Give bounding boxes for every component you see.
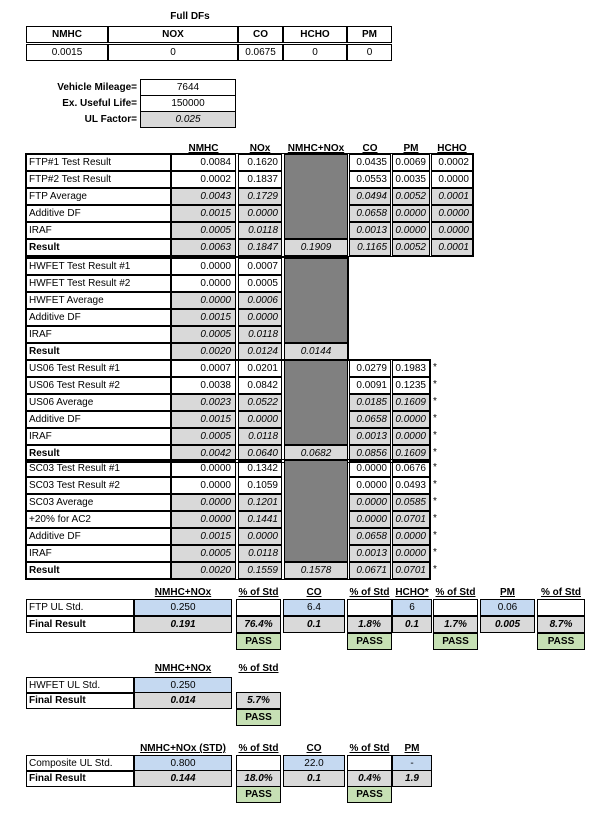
hwfet-row-4-nox: 0.0118: [238, 326, 282, 343]
sc03-row-2-co: 0.0000: [349, 494, 391, 511]
sc03-row-1-nmhc: 0.0000: [171, 477, 236, 494]
ftp-row-5-label: Result: [26, 239, 171, 256]
sc03-row-0-nox: 0.1342: [238, 460, 282, 477]
ftp-ul-final-label: Final Result: [26, 616, 134, 633]
hwfet-row-5-sum: 0.0144: [284, 343, 348, 360]
sc03-row-6-nox: 0.1559: [238, 562, 282, 579]
sc03-row-2-nox: 0.1201: [238, 494, 282, 511]
nmhc-nox-merged-shade: [284, 360, 348, 445]
full-dfs-value: 0: [347, 44, 392, 61]
sc03-row-5-pm: 0.0000: [392, 545, 430, 562]
ftp-row-4-hcho: 0.0000: [431, 222, 473, 239]
footnote-asterisk: *: [433, 462, 437, 473]
ftp-ul-final-cell: 1.7%: [433, 616, 478, 633]
ftp-ul-std-cell: 6: [392, 599, 432, 616]
ftp-ul-std-cell: [347, 599, 392, 616]
ftp-row-0-nmhc: 0.0084: [171, 154, 236, 171]
us06-row-5-nox: 0.0640: [238, 445, 282, 462]
ftp-row-0-co: 0.0435: [349, 154, 391, 171]
emissions-header-hcho: HCHO: [437, 143, 467, 154]
composite-ul-final-cell: 0.4%: [347, 770, 392, 787]
ftp-row-0-hcho: 0.0002: [431, 154, 473, 171]
ftp-row-4-label: IRAF: [26, 222, 171, 239]
ftp-row-3-nmhc: 0.0015: [171, 205, 236, 222]
us06-row-2-co: 0.0185: [349, 394, 391, 411]
hwfet-row-2-nmhc: 0.0000: [171, 292, 236, 309]
full-dfs-title: Full DFs: [170, 11, 210, 22]
us06-row-2-nox: 0.0522: [238, 394, 282, 411]
ftp-row-1-label: FTP#2 Test Result: [26, 171, 171, 188]
useful-life-value: 150000: [140, 95, 236, 112]
us06-row-0-pm: 0.1983: [392, 360, 430, 377]
composite-ul-std-cell: 22.0: [283, 755, 345, 772]
sc03-row-3-nmhc: 0.0000: [171, 511, 236, 528]
footnote-asterisk: *: [433, 362, 437, 373]
sc03-row-4-co: 0.0658: [349, 528, 391, 545]
hwfet-row-1-nox: 0.0005: [238, 275, 282, 292]
full-dfs-header: PM: [347, 26, 392, 43]
ftp-ul-header: NMHC+NOx: [154, 587, 212, 598]
hwfet-row-2-nox: 0.0006: [238, 292, 282, 309]
us06-row-0-co: 0.0279: [349, 360, 391, 377]
hwfet-row-1-nmhc: 0.0000: [171, 275, 236, 292]
ftp-row-5-nox: 0.1847: [238, 239, 282, 256]
composite-ul-final-cell: 18.0%: [236, 770, 281, 787]
us06-row-3-label: Additive DF: [26, 411, 171, 428]
composite-ul-header: % of Std: [349, 743, 390, 754]
sc03-row-0-nmhc: 0.0000: [171, 460, 236, 477]
footnote-asterisk: *: [433, 447, 437, 458]
ftp-ul-header: PM: [500, 587, 515, 598]
sc03-row-5-nmhc: 0.0005: [171, 545, 236, 562]
ftp-ul-std-cell: 6.4: [283, 599, 345, 616]
hwfet-ul-final-label: Final Result: [26, 692, 134, 709]
us06-row-5-pm: 0.1609: [392, 445, 430, 462]
ftp-row-1-hcho: 0.0000: [431, 171, 473, 188]
hwfet-row-3-nmhc: 0.0015: [171, 309, 236, 326]
sc03-row-0-label: SC03 Test Result #1: [26, 460, 171, 477]
ftp-row-2-nmhc: 0.0043: [171, 188, 236, 205]
us06-row-2-pm: 0.1609: [392, 394, 430, 411]
ftp-ul-header: % of Std: [349, 587, 390, 598]
ftp-ul-std-cell: [537, 599, 585, 616]
ftp-ul-header: % of Std: [435, 587, 476, 598]
sc03-row-6-co: 0.0671: [349, 562, 391, 579]
ftp-row-3-hcho: 0.0000: [431, 205, 473, 222]
us06-row-4-label: IRAF: [26, 428, 171, 445]
footnote-asterisk: *: [433, 496, 437, 507]
hwfet-ul-std-label: HWFET UL Std.: [26, 677, 134, 694]
ftp-row-4-nox: 0.0118: [238, 222, 282, 239]
ftp-row-1-nmhc: 0.0002: [171, 171, 236, 188]
sc03-row-5-nox: 0.0118: [238, 545, 282, 562]
pass-badge: PASS: [236, 786, 281, 803]
composite-ul-header: NMHC+NOx (STD): [140, 743, 226, 754]
us06-row-4-pm: 0.0000: [392, 428, 430, 445]
ftp-row-2-co: 0.0494: [349, 188, 391, 205]
ftp-row-0-pm: 0.0069: [392, 154, 430, 171]
full-dfs-value: 0: [108, 44, 238, 61]
us06-row-4-nox: 0.0118: [238, 428, 282, 445]
hwfet-row-0-label: HWFET Test Result #1: [26, 258, 171, 275]
nmhc-nox-merged-shade: [284, 460, 348, 562]
full-dfs-value: 0.0675: [238, 44, 283, 61]
ftp-ul-header: % of Std: [541, 587, 581, 598]
nmhc-nox-merged-shade: [284, 154, 348, 239]
ftp-row-1-pm: 0.0035: [392, 171, 430, 188]
footnote-asterisk: *: [433, 547, 437, 558]
footnote-asterisk: *: [433, 413, 437, 424]
footnote-asterisk: *: [433, 530, 437, 541]
ftp-row-1-co: 0.0553: [349, 171, 391, 188]
sc03-row-2-label: SC03 Average: [26, 494, 171, 511]
ftp-row-1-nox: 0.1837: [238, 171, 282, 188]
ftp-row-5-sum: 0.1909: [284, 239, 348, 256]
hwfet-ul-header: % of Std: [238, 663, 279, 674]
sc03-row-0-co: 0.0000: [349, 460, 391, 477]
ftp-row-3-pm: 0.0000: [392, 205, 430, 222]
us06-row-5-nmhc: 0.0042: [171, 445, 236, 462]
hwfet-row-0-nmhc: 0.0000: [171, 258, 236, 275]
footnote-asterisk: *: [433, 564, 437, 575]
pass-badge: PASS: [433, 633, 478, 650]
hwfet-row-3-nox: 0.0000: [238, 309, 282, 326]
footnote-asterisk: *: [433, 513, 437, 524]
ftp-ul-header: % of Std: [238, 587, 279, 598]
ftp-ul-final-cell: 8.7%: [537, 616, 585, 633]
sc03-row-6-label: Result: [26, 562, 171, 579]
ftp-ul-header: HCHO*: [395, 587, 429, 598]
ftp-row-3-label: Additive DF: [26, 205, 171, 222]
sc03-row-3-label: +20% for AC2: [26, 511, 171, 528]
us06-row-0-nox: 0.0201: [238, 360, 282, 377]
vehicle-mileage-label: Vehicle Mileage=: [57, 82, 137, 93]
footnote-asterisk: *: [433, 430, 437, 441]
sc03-row-4-nmhc: 0.0015: [171, 528, 236, 545]
us06-row-1-label: US06 Test Result #2: [26, 377, 171, 394]
emissions-header-pm: PM: [403, 143, 419, 154]
emissions-header-nmhc: NMHC: [188, 143, 219, 154]
footnote-asterisk: *: [433, 479, 437, 490]
sc03-row-1-co: 0.0000: [349, 477, 391, 494]
full-dfs-header: CO: [238, 26, 283, 43]
full-dfs-value: 0: [283, 44, 347, 61]
us06-row-4-nmhc: 0.0005: [171, 428, 236, 445]
us06-row-3-nmhc: 0.0015: [171, 411, 236, 428]
vehicle-mileage-value: 7644: [140, 79, 236, 96]
ftp-row-2-nox: 0.1729: [238, 188, 282, 205]
emissions-header-sum: NMHC+NOx: [287, 143, 345, 154]
sc03-row-1-label: SC03 Test Result #2: [26, 477, 171, 494]
ftp-ul-final-cell: 76.4%: [236, 616, 281, 633]
hwfet-ul-final-cell: 0.014: [134, 692, 232, 709]
hwfet-row-4-label: IRAF: [26, 326, 171, 343]
ftp-row-4-nmhc: 0.0005: [171, 222, 236, 239]
us06-row-2-nmhc: 0.0023: [171, 394, 236, 411]
composite-ul-header: CO: [306, 743, 322, 754]
us06-row-0-nmhc: 0.0007: [171, 360, 236, 377]
ftp-ul-std-cell: [433, 599, 478, 616]
composite-ul-header: % of Std: [238, 743, 279, 754]
ftp-ul-final-cell: 1.8%: [347, 616, 392, 633]
emissions-header-co: CO: [362, 143, 378, 154]
useful-life-label: Ex. Useful Life=: [62, 98, 137, 109]
us06-row-1-co: 0.0091: [349, 377, 391, 394]
ftp-ul-final-cell: 0.1: [392, 616, 432, 633]
hwfet-row-2-label: HWFET Average: [26, 292, 171, 309]
sc03-row-4-label: Additive DF: [26, 528, 171, 545]
sc03-row-4-nox: 0.0000: [238, 528, 282, 545]
ftp-ul-final-cell: 0.191: [134, 616, 232, 633]
us06-row-3-co: 0.0658: [349, 411, 391, 428]
sc03-row-6-sum: 0.1578: [284, 562, 348, 579]
us06-row-0-label: US06 Test Result #1: [26, 360, 171, 377]
sc03-row-0-pm: 0.0676: [392, 460, 430, 477]
ftp-ul-std-cell: [236, 599, 281, 616]
ftp-row-2-hcho: 0.0001: [431, 188, 473, 205]
full-dfs-header: NMHC: [26, 26, 108, 43]
footnote-asterisk: *: [433, 379, 437, 390]
pass-badge: PASS: [537, 633, 585, 650]
composite-ul-final-cell: 0.1: [283, 770, 345, 787]
ftp-ul-header: CO: [306, 587, 322, 598]
composite-ul-final-cell: 0.144: [134, 770, 232, 787]
ftp-ul-std-label: FTP UL Std.: [26, 599, 134, 616]
ftp-row-3-nox: 0.0000: [238, 205, 282, 222]
ftp-ul-std-cell: 0.06: [480, 599, 535, 616]
us06-row-5-sum: 0.0682: [284, 445, 348, 462]
sc03-row-3-nox: 0.1441: [238, 511, 282, 528]
ftp-row-5-pm: 0.0052: [392, 239, 430, 256]
sc03-row-2-pm: 0.0585: [392, 494, 430, 511]
sc03-row-6-nmhc: 0.0020: [171, 562, 236, 579]
ftp-row-2-label: FTP Average: [26, 188, 171, 205]
ftp-ul-final-cell: 0.005: [480, 616, 535, 633]
sc03-row-6-pm: 0.0701: [392, 562, 430, 579]
pass-badge: PASS: [347, 633, 392, 650]
footnote-asterisk: *: [433, 396, 437, 407]
composite-ul-header: PM: [404, 743, 420, 754]
hwfet-ul-final-pct: 5.7%: [236, 692, 281, 709]
us06-row-5-co: 0.0856: [349, 445, 391, 462]
ftp-row-2-pm: 0.0052: [392, 188, 430, 205]
hwfet-ul-header: NMHC+NOx: [154, 663, 212, 674]
nmhc-nox-merged-shade: [284, 258, 348, 343]
composite-ul-std-cell: 0.800: [134, 755, 232, 772]
full-dfs-header: NOX: [108, 26, 238, 43]
pass-badge: PASS: [347, 786, 392, 803]
emissions-header-nox: NOx: [249, 143, 271, 154]
ftp-row-4-pm: 0.0000: [392, 222, 430, 239]
ftp-row-5-co: 0.1165: [349, 239, 391, 256]
sc03-row-1-nox: 0.1059: [238, 477, 282, 494]
sc03-row-1-pm: 0.0493: [392, 477, 430, 494]
sc03-row-5-label: IRAF: [26, 545, 171, 562]
composite-ul-std-label: Composite UL Std.: [26, 755, 134, 772]
hwfet-row-0-nox: 0.0007: [238, 258, 282, 275]
sc03-row-5-co: 0.0013: [349, 545, 391, 562]
sc03-row-3-co: 0.0000: [349, 511, 391, 528]
us06-row-1-nox: 0.0842: [238, 377, 282, 394]
us06-row-4-co: 0.0013: [349, 428, 391, 445]
us06-row-3-pm: 0.0000: [392, 411, 430, 428]
hwfet-row-4-nmhc: 0.0005: [171, 326, 236, 343]
ftp-row-3-co: 0.0658: [349, 205, 391, 222]
ftp-row-4-co: 0.0013: [349, 222, 391, 239]
ftp-ul-final-cell: 0.1: [283, 616, 345, 633]
hwfet-ul-std-cell: 0.250: [134, 677, 232, 694]
us06-row-5-label: Result: [26, 445, 171, 462]
sc03-row-3-pm: 0.0701: [392, 511, 430, 528]
ftp-row-5-hcho: 0.0001: [431, 239, 473, 256]
ftp-row-0-nox: 0.1620: [238, 154, 282, 171]
us06-row-3-nox: 0.0000: [238, 411, 282, 428]
hwfet-row-5-nox: 0.0124: [238, 343, 282, 360]
us06-row-1-pm: 0.1235: [392, 377, 430, 394]
pass-badge: PASS: [236, 633, 281, 650]
hwfet-row-5-label: Result: [26, 343, 171, 360]
ftp-row-5-nmhc: 0.0063: [171, 239, 236, 256]
composite-ul-final-cell: 1.9: [392, 770, 432, 787]
ul-factor-label: UL Factor=: [84, 114, 137, 125]
sc03-row-4-pm: 0.0000: [392, 528, 430, 545]
full-dfs-value: 0.0015: [26, 44, 108, 61]
composite-ul-std-cell: -: [392, 755, 432, 772]
ftp-row-0-label: FTP#1 Test Result: [26, 154, 171, 171]
ul-factor-value: 0.025: [140, 111, 236, 128]
pass-badge: PASS: [236, 709, 281, 726]
hwfet-row-1-label: HWFET Test Result #2: [26, 275, 171, 292]
sc03-row-2-nmhc: 0.0000: [171, 494, 236, 511]
hwfet-row-5-nmhc: 0.0020: [171, 343, 236, 360]
us06-row-1-nmhc: 0.0038: [171, 377, 236, 394]
us06-row-2-label: US06 Average: [26, 394, 171, 411]
composite-ul-final-label: Final Result: [26, 770, 134, 787]
hwfet-row-3-label: Additive DF: [26, 309, 171, 326]
ftp-ul-std-cell: 0.250: [134, 599, 232, 616]
full-dfs-header: HCHO: [283, 26, 347, 43]
